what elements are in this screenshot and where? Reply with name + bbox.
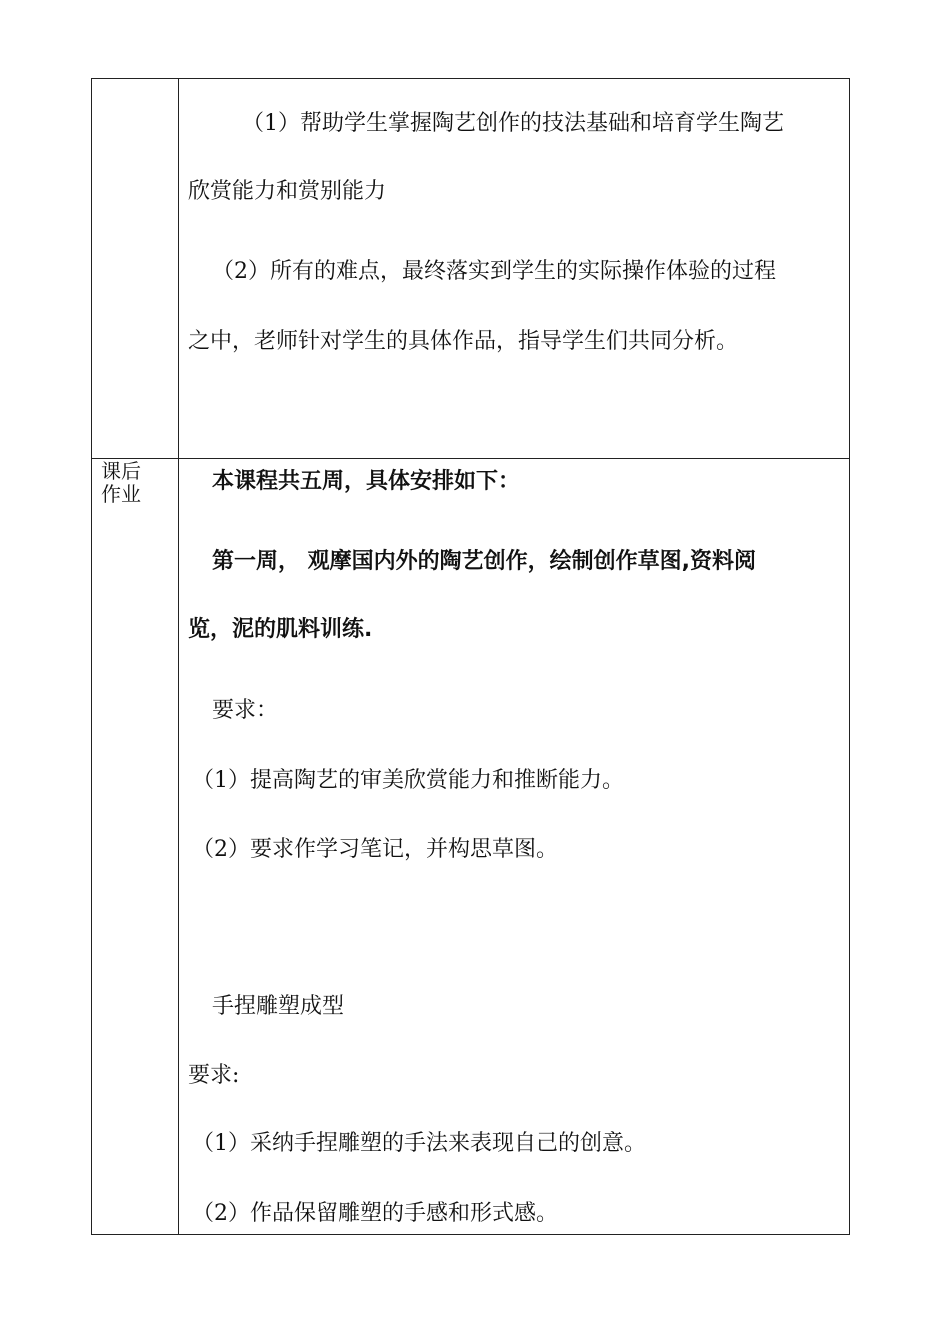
requirement-1-item-1: （1）提高陶艺的审美欣赏能力和推断能力。	[192, 768, 624, 793]
week1-line-2: 览，泥的肌料训练.	[188, 617, 373, 642]
homework-label-line2: 作业	[101, 482, 141, 506]
requirement-2-item-2: （2）作品保留雕塑的手感和形式感。	[192, 1201, 558, 1226]
course-intro: 本课程共五周，具体安排如下：	[212, 469, 521, 494]
row1-line-3: （2）所有的难点，最终落实到学生的实际操作体验的过程	[212, 259, 776, 284]
column-divider	[178, 79, 179, 1234]
hand-sculpture-title: 手捏雕塑成型	[212, 994, 345, 1019]
week1-line-1: 第一周， 观摩国内外的陶艺创作，绘制创作草图,资料阅	[212, 549, 757, 574]
row1-line-2: 欣赏能力和赏别能力	[188, 179, 387, 204]
lesson-plan-table	[91, 78, 850, 1235]
requirement-heading-2: 要求:	[188, 1063, 240, 1088]
homework-label	[101, 460, 161, 506]
requirement-1-item-2: （2）要求作学习笔记，并构思草图。	[192, 837, 558, 862]
requirement-heading-1: 要求：	[212, 698, 279, 723]
row1-line-1: （1）帮助学生掌握陶艺创作的技法基础和培育学生陶艺	[242, 111, 784, 136]
requirement-2-item-1: （1）采纳手捏雕塑的手法来表现自己的创意。	[192, 1131, 646, 1156]
row-divider	[92, 458, 849, 459]
homework-label-line1: 课后	[101, 459, 141, 483]
row1-line-4: 之中，老师针对学生的具体作品，指导学生们共同分析。	[188, 329, 739, 354]
